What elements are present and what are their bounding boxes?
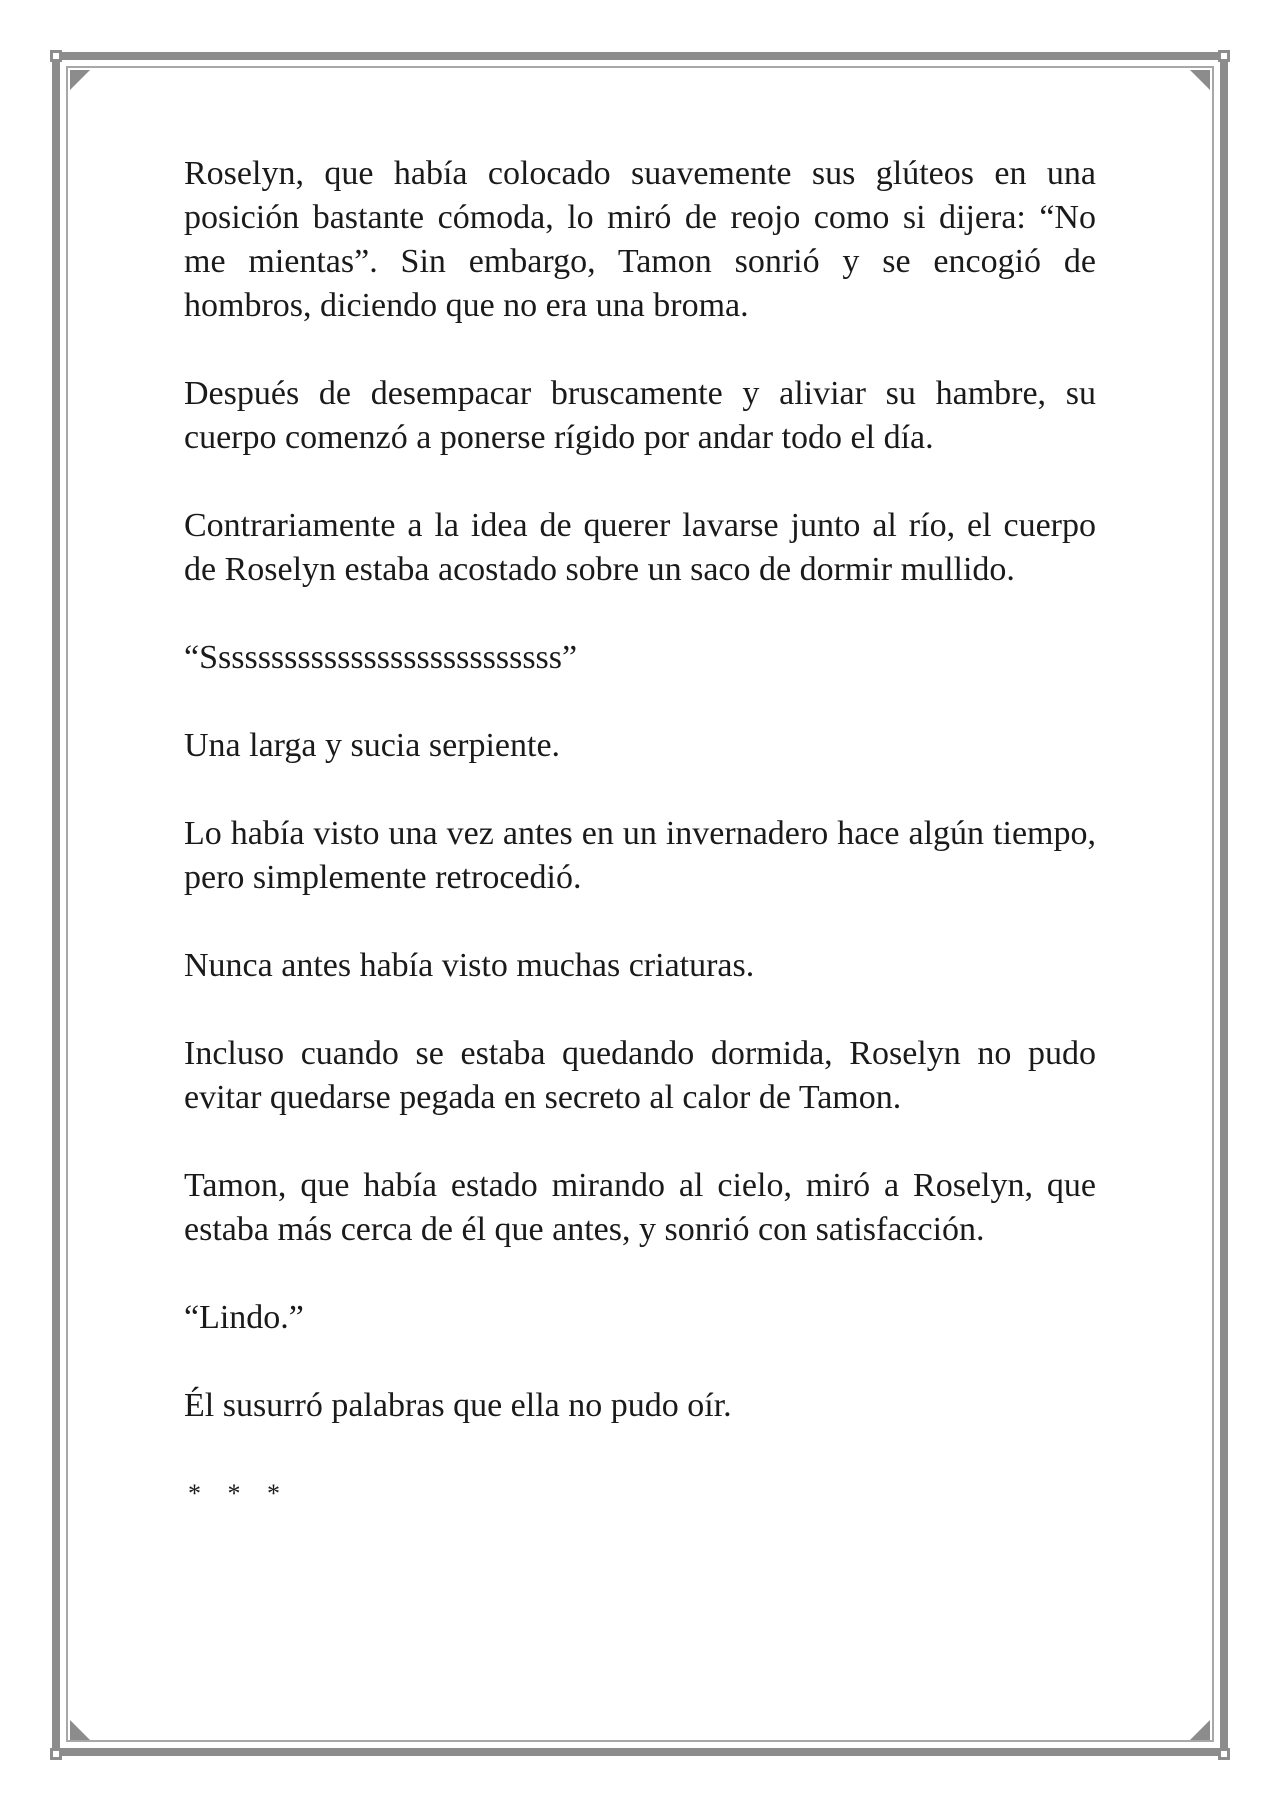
corner-triangle-top-right	[1190, 70, 1210, 90]
paragraph: Nunca antes había visto muchas criaturas.	[184, 947, 755, 984]
paragraph: Una larga y sucia serpiente.	[184, 727, 561, 764]
section-separator: * * *	[188, 1479, 290, 1508]
corner-triangle-bottom-right	[1190, 1720, 1210, 1740]
paragraph: Él susurró palabras que ella no pudo oír.	[184, 1387, 732, 1424]
corner-triangle-bottom-left	[70, 1720, 90, 1740]
corner-ornament-bottom-left	[50, 1748, 62, 1760]
paragraph: Incluso cuando se estaba quedando dormida, Roselyn no pudo evitar quedarse pegada en secreto al calor de Tamon.	[184, 1035, 1096, 1116]
corner-ornament-top-right	[1218, 50, 1230, 62]
paragraph: Lo había visto una vez antes en un invernadero hace algún tiempo, pero simplemente retrocedió.	[184, 815, 1096, 896]
body-text	[184, 152, 1096, 1516]
corner-triangle-top-left	[70, 70, 90, 90]
paragraph: Roselyn, que había colocado suavemente sus glúteos en una posición bastante cómoda, lo miró de reojo como si dijera: “No me mientas”. Sin embargo, Tamon sonrió y se encogió de hombros, diciendo que no era una broma.	[184, 155, 1096, 324]
corner-ornament-top-left	[50, 50, 62, 62]
paragraph: Después de desempacar bruscamente y aliviar su hambre, su cuerpo comenzó a ponerse rígido por andar todo el día.	[184, 375, 1096, 456]
paragraph: “Lindo.”	[184, 1299, 304, 1336]
corner-ornament-bottom-right	[1218, 1748, 1230, 1760]
paragraph: “Sssssssssssssssssssssssssss”	[184, 639, 578, 676]
paragraph: Contrariamente a la idea de querer lavarse junto al río, el cuerpo de Roselyn estaba acostado sobre un saco de dormir mullido.	[184, 507, 1096, 588]
paragraph: Tamon, que había estado mirando al cielo, miró a Roselyn, que estaba más cerca de él que antes, y sonrió con satisfacción.	[184, 1167, 1096, 1248]
